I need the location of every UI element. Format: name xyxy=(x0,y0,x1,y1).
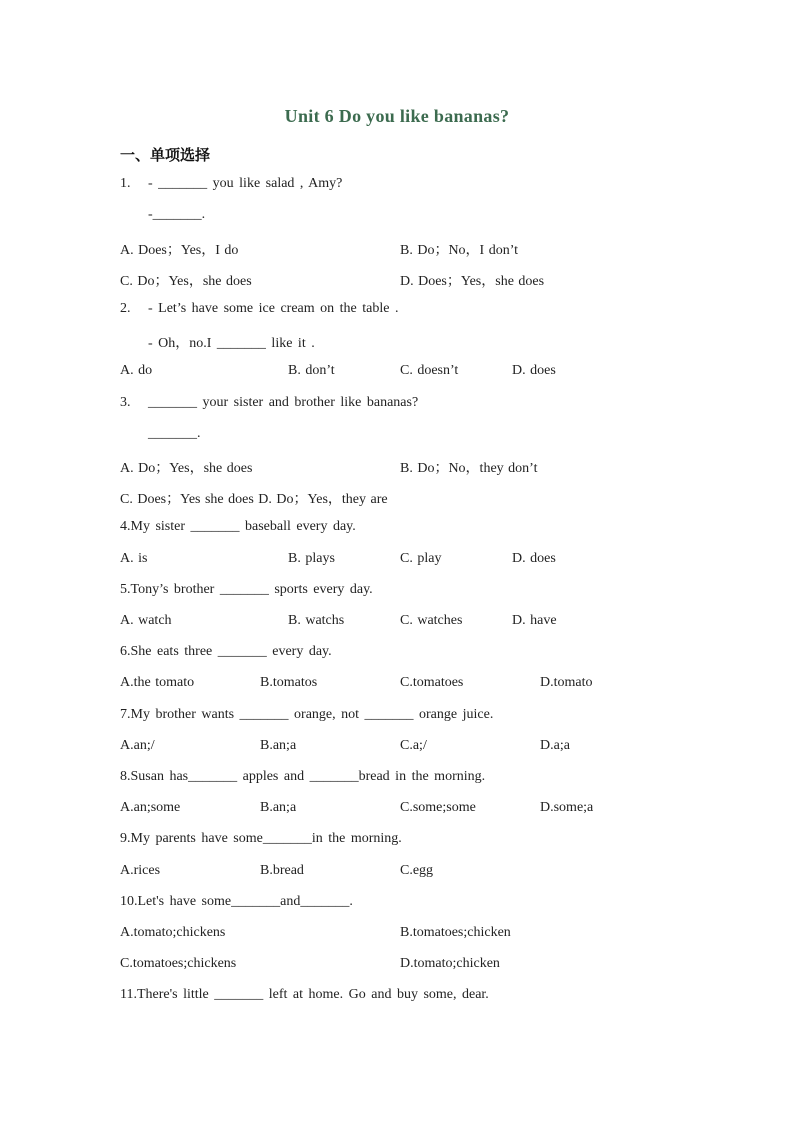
q1-option-d: D. Does；Yes，she does xyxy=(400,274,545,289)
q8-stem: 8.Susan has_______ apples and _______bread in the morning. xyxy=(120,769,486,784)
q7-option-c: C.a;/ xyxy=(400,738,427,753)
q4-stem: 4.My sister _______ baseball every day. xyxy=(120,519,356,534)
q5-stem: 5.Tony’s brother _______ sports every day. xyxy=(120,582,373,597)
section-heading: 一、单项选择 xyxy=(120,146,211,164)
q1-option-b: B. Do；No，I don’t xyxy=(400,243,519,258)
q10-option-a: A.tomato;chickens xyxy=(120,925,226,940)
q10-stem: 10.Let's have some_______and_______. xyxy=(120,894,353,909)
q8-option-b: B.an;a xyxy=(260,800,297,815)
q10-option-d: D.tomato;chicken xyxy=(400,956,500,971)
q6-option-a: A.the tomato xyxy=(120,675,195,690)
q8-option-c: C.some;some xyxy=(400,800,476,815)
q9-stem: 9.My parents have some_______in the morning. xyxy=(120,831,402,846)
q3-option-a: A. Do；Yes，she does xyxy=(120,461,253,476)
q3-line2: _______. xyxy=(148,426,201,441)
q9-option-b: B.bread xyxy=(260,863,304,878)
q3-option-b: B. Do；No，they don’t xyxy=(400,461,538,476)
q2-option-c: C. doesn’t xyxy=(400,363,459,378)
q8-option-d: D.some;a xyxy=(540,800,594,815)
q6-option-d: D.tomato xyxy=(540,675,593,690)
q6-stem: 6.She eats three _______ every day. xyxy=(120,644,332,659)
q7-stem: 7.My brother wants _______ orange, not _______ orange juice. xyxy=(120,707,494,722)
q1-option-c: C. Do；Yes，she does xyxy=(120,274,252,289)
q1-number: 1. xyxy=(120,176,131,191)
q4-option-a: A. is xyxy=(120,551,148,566)
q5-option-d: D. have xyxy=(512,613,557,628)
q1-line2: -_______. xyxy=(148,207,206,222)
q1-line1: - _______ you like salad , Amy? xyxy=(148,176,343,191)
q10-option-b: B.tomatoes;chicken xyxy=(400,925,511,940)
page-title: Unit 6 Do you like bananas? xyxy=(284,106,510,126)
q3-line1: _______ your sister and brother like bananas? xyxy=(148,395,419,410)
q4-option-d: D. does xyxy=(512,551,556,566)
q8-option-a: A.an;some xyxy=(120,800,181,815)
q7-option-d: D.a;a xyxy=(540,738,570,753)
q5-option-b: B. watchs xyxy=(288,613,345,628)
q2-number: 2. xyxy=(120,301,131,316)
q2-option-a: A. do xyxy=(120,363,153,378)
q2-line2: - Oh，no.I _______ like it . xyxy=(148,336,315,351)
q1-option-a: A. Does；Yes，I do xyxy=(120,243,239,258)
q5-option-c: C. watches xyxy=(400,613,463,628)
q9-option-a: A.rices xyxy=(120,863,161,878)
q4-option-b: B. plays xyxy=(288,551,335,566)
q2-line1: - Let’s have some ice cream on the table . xyxy=(148,301,399,316)
q4-option-c: C. play xyxy=(400,551,442,566)
q3-option-cd: C. Does；Yes she does D. Do；Yes，they are xyxy=(120,492,388,507)
q5-option-a: A. watch xyxy=(120,613,172,628)
q6-option-c: C.tomatoes xyxy=(400,675,464,690)
q9-option-c: C.egg xyxy=(400,863,434,878)
q3-number: 3. xyxy=(120,395,131,410)
q7-option-a: A.an;/ xyxy=(120,738,155,753)
q2-option-b: B. don’t xyxy=(288,363,335,378)
q6-option-b: B.tomatos xyxy=(260,675,318,690)
q11-stem: 11.There's little _______ left at home. Go and buy some, dear. xyxy=(120,987,489,1002)
q7-option-b: B.an;a xyxy=(260,738,297,753)
q10-option-c: C.tomatoes;chickens xyxy=(120,956,237,971)
q2-option-d: D. does xyxy=(512,363,556,378)
